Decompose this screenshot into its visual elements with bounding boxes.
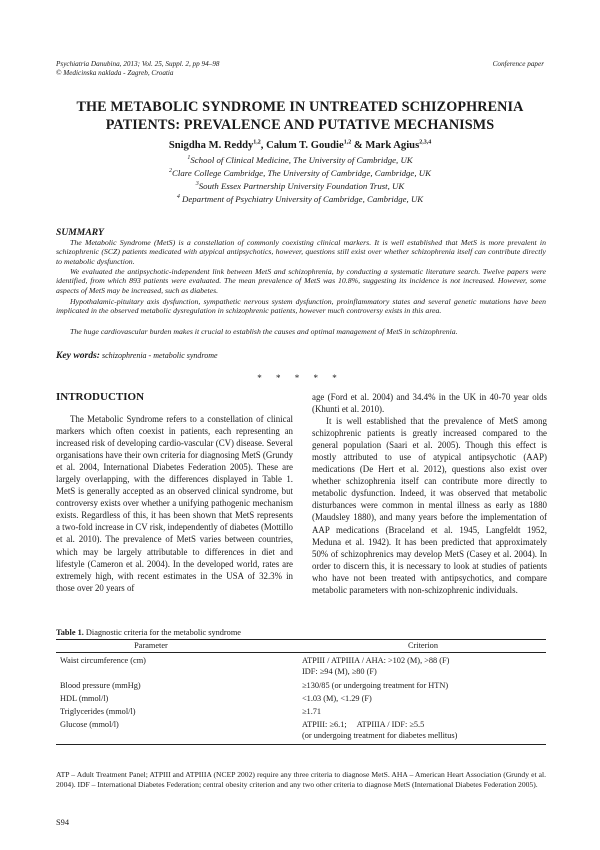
affiliation-text: School of Clinical Medicine, The University of Cambridge, UK: [190, 155, 413, 165]
affiliation-1: [40, 155, 560, 166]
author-affil-sup: 1,2: [343, 139, 352, 146]
author-name: Mark Agius: [365, 140, 420, 151]
intro-right-column: [312, 391, 547, 596]
table-cell-criterion: ≥1.71: [302, 707, 322, 716]
intro-right-paragraph-2: It is well established that the prevalence of MetS among schizophrenic patients is greatly increased compared to the general population (Saari et al. 2005). Though this effect is mostly attributed to use of atypical antipsychotic (AAP) medications (De Hert et al. 2012), questions also exist over whether schizophrenia itself can contribute more directly to metabolic dysfunction. Indeed, it was observed that metabolic disturbances were common in mental illness as early as 1880 (Maudsley 1880), and many years before the implementation of AAP medications (Braceland et al. 1945, Langfeldt 1952, Meduna et al. 1942). It has been predicted that approximately 50% of schizophrenics may develop MetS (Casey et al. 2004). In order to discern this, it is necessary to look at studies of patients who have not been treated with antipsychotics, and compare metabolic parameters with non-schizophrenic individuals.: [312, 416, 547, 595]
table-cell-criterion: ≥130/85 (or undergoing treatment for HTN): [302, 681, 449, 690]
summary-paragraph-1: The Metabolic Syndrome (MetS) is a constellation of commonly coexisting clinical markers. It is well established that MetS is more prevalent in schizophrenic (SCZ) patients medicated with atypical antipsychotics, however, questions still exist over whether schizophrenia itself can contribute directly to metabolic dysfunction.: [56, 238, 546, 266]
paper-type-label: Conference paper: [492, 60, 544, 68]
journal-citation: Psychiatria Danubina, 2013; Vol. 25, Suppl. 2, pp 94–98: [56, 60, 220, 68]
title-line-1: THE METABOLIC SYNDROME IN UNTREATED SCHIZOPHRENIA: [76, 99, 524, 115]
summary-paragraph-4: The huge cardiovascular burden makes it crucial to establish the causes and optimal management of MetS in schizophrenia.: [70, 327, 458, 336]
author-name: Snigdha M. Reddy: [168, 140, 254, 151]
author-separator: &: [351, 140, 366, 151]
table-cell-param: Glucose (mmol/l): [60, 720, 119, 729]
affiliation-sup: 2: [169, 168, 173, 175]
table-caption: [56, 628, 241, 637]
table-caption-text: Diagnostic criteria for the metabolic syndrome: [83, 628, 241, 637]
summary-heading: SUMMARY: [56, 227, 104, 238]
table-cell-param: Blood pressure (mmHg): [60, 681, 141, 690]
table-cell-param: HDL (mmol/l): [60, 694, 109, 703]
affiliation-text: Clare College Cambridge, The University of Cambridge, Cambridge, UK: [172, 168, 431, 178]
table-header-rule: [56, 652, 546, 653]
table-footnote: ATP – Adult Treatment Panel; ATPIII and ATPIIIA (NCEP 2002) require any three criteria to diagnose MetS. AHA – American Heart Association (Grundy et al. 2004). IDF – International Diabetes Federation; central obesity criterion and any two other criteria to diagnose MetS (International Diabetes Federation 2005).: [56, 770, 546, 790]
affiliation-2: [40, 168, 560, 179]
author-affil-sup: 2,3,4: [419, 139, 432, 146]
author-list: [40, 139, 560, 152]
table-bottom-rule: [56, 744, 546, 745]
affiliation-sup: 1: [187, 155, 191, 162]
keywords-line: [56, 350, 218, 361]
affiliation-4: [40, 194, 560, 205]
section-separator: * * * * *: [257, 373, 343, 383]
table-header-criterion: Criterion: [408, 641, 438, 650]
author-affil-sup: 1,2: [253, 139, 261, 146]
table-cell-criterion: IDF: ≥94 (M), ≥80 (F): [302, 667, 377, 676]
keywords-label: Key words:: [56, 350, 100, 361]
title-line-2: PATIENTS: PREVALENCE AND PUTATIVE MECHANISMS: [105, 116, 495, 133]
page-number: S94: [56, 818, 70, 827]
table-cell-criterion: <1.03 (M), <1.29 (F): [302, 694, 372, 703]
intro-left-column: The Metabolic Syndrome refers to a constellation of clinical markers which often coexist in patients, each representing an increased risk of developing cardio-vascular (CV) disease. Several organisations have their own criteria for diagnosing MetS (Grundy et al. 2004, International Diabetes Federation 2005). These are largely overlapping, with the differences displayed in Table 1. MetS is generally accepted as an observed clinical syndrome, but controversy exists over whether a unifying pathogenic mechanism exists. Regardless of this, it has been shown that MetS represents a two-fold increase in CV risk, independently of diabetes (Mottillo et al. 2010). The prevalence of MetS varies between countries, which may be largely attributable to differences in diet and lifestyle (Cameron et al. 2004). In the developed world, rates are extremely high, with recent estimates in the USA of 32.3% in those over 20 years of: [56, 414, 293, 593]
table-cell-param: Triglycerides (mmol/l): [60, 707, 136, 716]
affiliation-sup: 3: [195, 181, 199, 188]
table-cell-criterion: ATPIII / ATPIIIA / AHA: >102 (M), >88 (F): [302, 656, 450, 665]
table-top-rule: [56, 639, 546, 640]
summary-paragraph-3: Hypothalamic-pituitary axis dysfunction, sympathetic nervous system dysfunction, proinflammatory states and several genetic mutations have been implicated in the observed metabolic dysregulation in schizophrenic patients, however much controversy exists in this area.: [56, 297, 546, 316]
affiliation-text: Department of Psychiatry University of Cambridge, Cambridge, UK: [179, 194, 424, 204]
table-caption-label: Table 1.: [56, 628, 84, 637]
author-name: Calum T. Goudie: [266, 140, 344, 151]
table-cell-param: Waist circumference (cm): [60, 656, 146, 665]
table-cell-criterion: (or undergoing treatment for diabetes mellitus): [302, 731, 458, 740]
intro-right-paragraph-1: age (Ford et al. 2004) and 34.4% in the UK in 40-70 year olds (Khunti et al. 2010).: [312, 392, 547, 415]
summary-paragraph-2: We evaluated the antipsychotic-independent link between MetS and schizophrenia, by conducting a systematic literature search. Twelve papers were identified, from which 893 patients were evaluated. The mean prevalence of MetS was 10.8%, suggesting its incidence is not increased. However, some aspects of MetS may be increased, such as diabetes.: [56, 267, 546, 295]
author-separator: ,: [260, 140, 267, 151]
keywords-text: schizophrenia - metabolic syndrome: [101, 351, 218, 360]
affiliation-sup: 4: [176, 194, 180, 201]
table-cell-criterion: ATPIII: ≥6.1; ATPIIIA / IDF: ≥5.5: [302, 720, 425, 729]
table-header-parameter: Parameter: [134, 641, 168, 650]
affiliation-text: South Essex Partnership University Foundation Trust, UK: [198, 181, 405, 191]
affiliation-3: [40, 181, 560, 192]
introduction-heading: INTRODUCTION: [56, 391, 145, 403]
publisher-line: © Medicinska naklada - Zagreb, Croatia: [56, 69, 174, 77]
paper-title: [40, 99, 560, 134]
